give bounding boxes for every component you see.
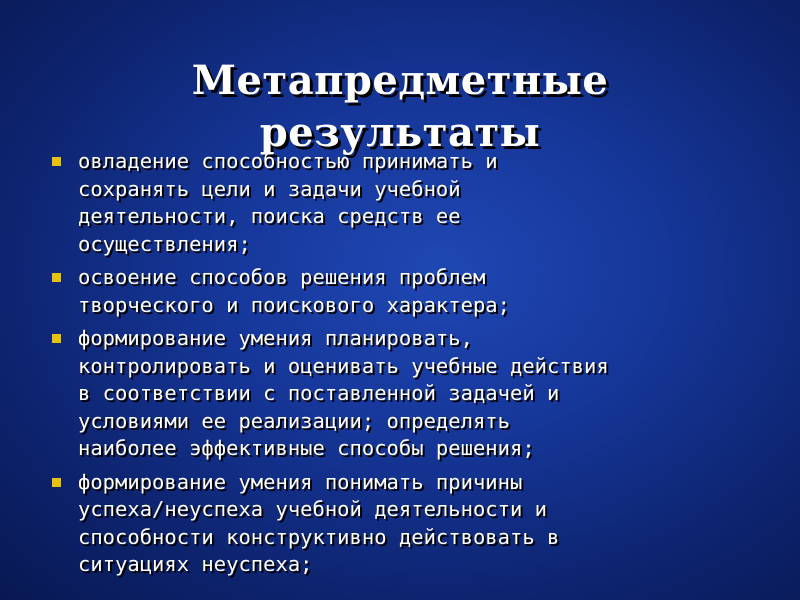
bullet-line: ситуациях неуспеха; <box>78 552 313 576</box>
square-bullet-icon <box>52 273 61 282</box>
bullet-line: освоение способов решения проблем <box>78 265 486 289</box>
bullet-line: успеха/неуспеха учебной деятельности и <box>78 497 547 521</box>
bullet-line: контролировать и оценивать учебные действия <box>78 353 609 378</box>
bullet-line: способности конструктивно действовать в <box>78 524 560 549</box>
bullet-line: наиболее эффективные способы решения; <box>78 436 535 460</box>
bullet-item-4 <box>48 469 788 579</box>
bullet-line: деятельности, поиска средств ее <box>78 204 461 228</box>
bullet-line: формирование умения планировать, <box>78 326 473 350</box>
slide-title-line-1: Метапредметные <box>191 56 609 104</box>
bullet-line: осуществления; <box>78 231 251 256</box>
bullet-line: сохранять цели и задачи учебной <box>78 176 461 201</box>
bullet-item-3 <box>48 325 788 463</box>
square-bullet-icon <box>52 157 61 166</box>
bullet-item-1 <box>48 148 788 258</box>
bullet-line: условиями ее реализации; определять <box>78 408 510 433</box>
slide-title-line-2: результаты <box>259 108 541 156</box>
bullet-line: формирование умения понимать причины <box>78 469 523 494</box>
bullet-line: творческого и поискового характера; <box>78 292 510 317</box>
bullet-item-2 <box>48 264 788 319</box>
slide-title <box>0 55 800 159</box>
bullet-line: в соответствии с поставленной задачей и <box>78 381 560 405</box>
square-bullet-icon <box>52 478 61 487</box>
bullet-line: овладение способностью принимать и <box>78 149 498 173</box>
square-bullet-icon <box>52 334 61 343</box>
bullet-list <box>48 148 788 585</box>
